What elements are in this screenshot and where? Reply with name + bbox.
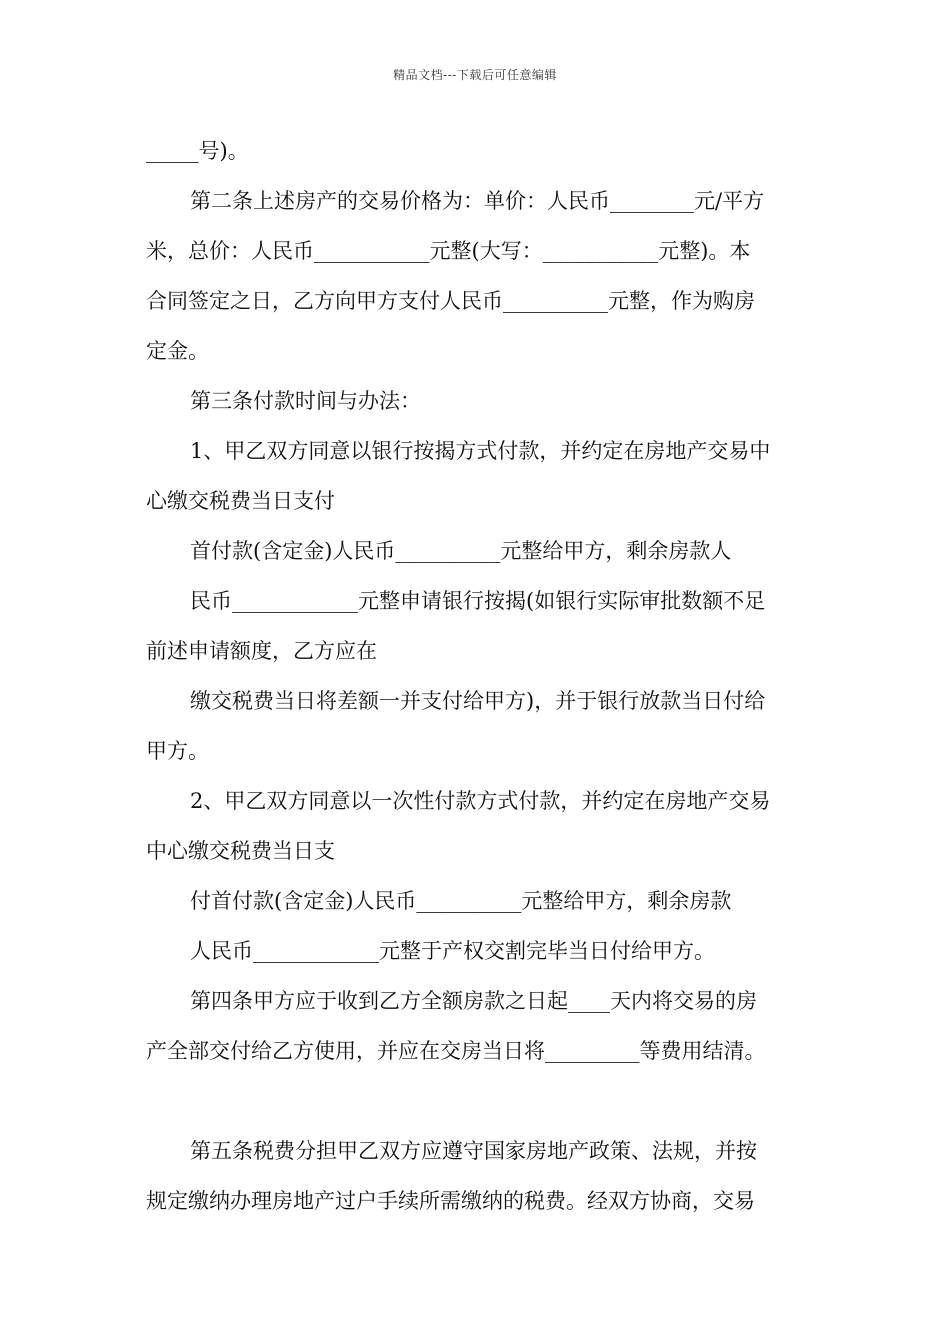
text-line: 第五条税费分担甲乙双方应遵守国家房地产政策、法规，并按: [190, 1139, 757, 1163]
text-line: 首付款(含定金)人民币__________元整给甲方，剩余房款人: [190, 539, 732, 563]
text-line: 合同签定之日，乙方向甲方支付人民币__________元整，作为购房: [146, 289, 755, 313]
text-line: 1、甲乙双方同意以银行按揭方式付款，并约定在房地产交易中: [190, 439, 771, 463]
text-line: 心缴交税费当日支付: [146, 489, 335, 513]
text-line: 民币____________元整申请银行按揭(如银行实际审批数额不足: [190, 589, 766, 613]
page-header: 精品文档---下载后可任意编辑: [393, 68, 557, 82]
text-line: 第四条甲方应于收到乙方全额房款之日起____天内将交易的房: [190, 989, 757, 1013]
text-line: 第三条付款时间与办法：: [190, 389, 421, 413]
text-line: 产全部交付给乙方使用，并应在交房当日将_________等费用结清。: [146, 1039, 766, 1063]
text-line: 甲方。: [146, 739, 209, 763]
text-line: 付首付款(含定金)人民币__________元整给甲方，剩余房款: [190, 889, 732, 913]
text-line: 米，总价：人民币___________元整(大写：___________元整)。本: [146, 239, 751, 263]
text-line: 缴交税费当日将差额一并支付给甲方)，并于银行放款当日付给: [190, 689, 766, 713]
text-line: 人民币____________元整于产权交割完毕当日付给甲方。: [190, 939, 715, 963]
text-line: _____号)。: [146, 139, 249, 163]
text-line: 中心缴交税费当日支: [146, 839, 335, 863]
text-line: 2、甲乙双方同意以一次性付款方式付款，并约定在房地产交易: [190, 789, 771, 813]
text-line: 前述申请额度，乙方应在: [146, 639, 377, 663]
text-line: 第二条上述房产的交易价格为：单价：人民币________元/平方: [190, 189, 765, 213]
text-line: 规定缴纳办理房地产过户手续所需缴纳的税费。经双方协商，交易: [146, 1189, 755, 1213]
text-line: 定金。: [146, 339, 209, 363]
